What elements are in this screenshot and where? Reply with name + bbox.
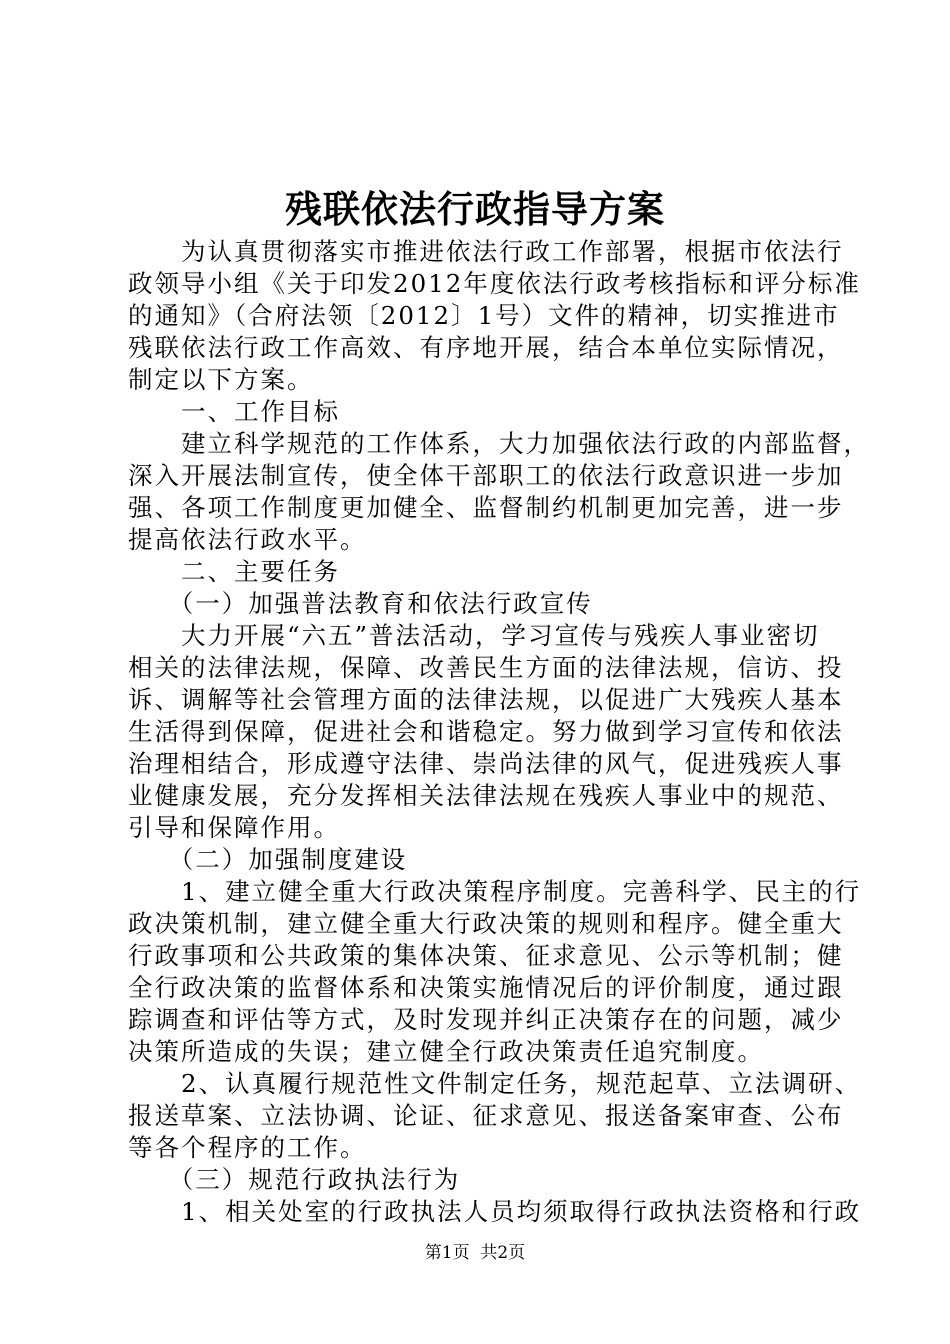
body-line: 建立科学规范的工作体系，大力加强依法行政的内部监督， xyxy=(128,429,870,458)
subsection-heading: （一）加强普法教育和依法行政宣传 xyxy=(128,589,593,618)
body-line: 大力开展“六五”普法活动，学习宣传与残疾人事业密切 xyxy=(128,621,820,650)
body-line: 生活得到保障，促进社会和谐稳定。努力做到学习宣传和依法 xyxy=(128,717,844,746)
body-line: 制定以下方案。 xyxy=(128,365,314,394)
page-footer: 第1页 共2页 xyxy=(424,1243,526,1263)
section-heading: 一、工作目标 xyxy=(128,397,340,426)
body-line: 为认真贯彻落实市推进依法行政工作部署，根据市依法行 xyxy=(128,237,844,266)
subsection-heading: （二）加强制度建设 xyxy=(128,845,408,874)
body-line: 残联依法行政工作高效、有序地开展，结合本单位实际情况， xyxy=(128,333,844,362)
section-heading: 二、主要任务 xyxy=(128,557,340,586)
body-line: 深入开展法制宣传，使全体干部职工的依法行政意识进一步加 xyxy=(128,461,844,490)
body-line: 政决策机制，建立健全重大行政决策的规则和程序。健全重大 xyxy=(128,909,844,938)
body-line: 引导和保障作用。 xyxy=(128,813,340,842)
document-title: 残联依法行政指导方案 xyxy=(285,187,665,231)
body-line: 2、认真履行规范性文件制定任务，规范起草、立法调研、 xyxy=(128,1069,862,1098)
body-line: 1、相关处室的行政执法人员均须取得行政执法资格和行政 xyxy=(128,1197,862,1226)
body-line: 相关的法律法规，保障、改善民生方面的法律法规，信访、投 xyxy=(128,653,844,682)
body-line: 政领导小组《关于印发2012年度依法行政考核指标和评分标准 xyxy=(128,269,861,298)
body-line: 全行政决策的监督体系和决策实施情况后的评价制度，通过跟 xyxy=(128,973,844,1002)
body-line: 诉、调解等社会管理方面的法律法规，以促进广大残疾人基本 xyxy=(128,685,844,714)
body-line: 提高依法行政水平。 xyxy=(128,525,367,554)
body-line: 治理相结合，形成遵守法律、崇尚法律的风气，促进残疾人事 xyxy=(128,749,844,778)
document-body xyxy=(128,236,870,1228)
subsection-heading: （三）规范行政执法行为 xyxy=(128,1165,461,1194)
body-line: 行政事项和公共政策的集体决策、征求意见、公示等机制；健 xyxy=(128,941,844,970)
body-line: 决策所造成的失误；建立健全行政决策责任追究制度。 xyxy=(128,1037,764,1066)
body-line: 报送草案、立法协调、论证、征求意见、报送备案审查、公布 xyxy=(128,1101,844,1130)
body-line: 强、各项工作制度更加健全、监督制约机制更加完善，进一步 xyxy=(128,493,844,522)
body-line: 等各个程序的工作。 xyxy=(128,1133,367,1162)
body-line: 业健康发展，充分发挥相关法律法规在残疾人事业中的规范、 xyxy=(128,781,844,810)
body-line: 踪调查和评估等方式，及时发现并纠正决策存在的问题，减少 xyxy=(128,1005,844,1034)
body-line: 1、建立健全重大行政决策程序制度。完善科学、民主的行 xyxy=(128,877,862,906)
body-line: 的通知》（合府法领〔2012〕1号）文件的精神，切实推进市 xyxy=(128,301,840,330)
